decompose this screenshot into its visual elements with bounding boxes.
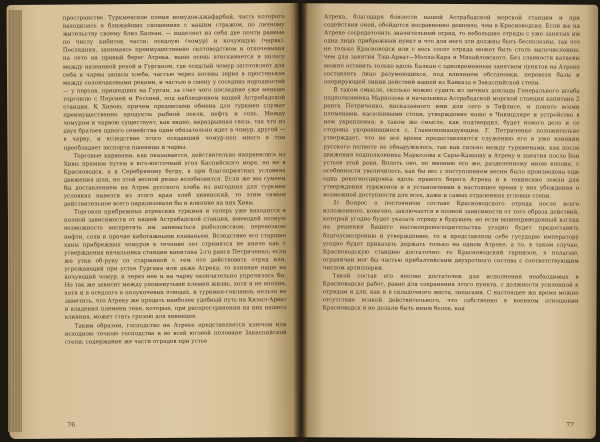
- page-number-right: 77: [566, 421, 574, 429]
- paragraph: Атрека, благодаря близости нашей Астрабадской морской станции и при содействии оной, обойдется несравненно дешевле, чем в Красноводске. Если же на Атреке сосредоточить значительный отряд, то небольшие отряды с уже занятых им одна лишь прибрежный пункт и что для него эти должны быть бесполезны, так что не только Красноводск или с весь сосет отряда может быть столь малочисленны, чем для занятия Тэш-Арват—Молла-Кара и Михайловского. Без славности катаевы можно оставить только вдоль Балкан с одновременным занятием пунктов на Атреке составлять лицо разумеющихся, под влиянием обстановки, перевезя базы и оперирующей линии действий нашей из Кавказа в Закаспийской степи.: [323, 14, 581, 87]
- left-page: [6, 3, 301, 439]
- page-number-left: 76: [67, 421, 76, 429]
- left-page-text: [63, 13, 287, 346]
- paragraph: Торговые караваны, как оказывается, действительно направились из Хивы прямым путем в юго-восточный угол Каспийского моря, но не в Красноводск, а к Серебряному бугру, в при благоприятных условиях движения шли, но этой весной резко возобновится. Если же мы сумеем бы доставлением на Атрек русского хлеба из выгодных для туркмен условиях вывезти из этого края хлеб хивинский, то этим самым действительное всего парализовали бы и влияние на них Хивы.: [63, 151, 286, 208]
- paragraph: Торговля прибрежных атрекских туркмен и теперь уже находится в полной зависимости от нашей Астрабадской станции, имеющей полную возможность воспретить им заниматься рыболовством, перевозкою нефти, соли и прочие каботажными плаваньем. Вследствие его старшие ханы прибрежных чомуров в течение лет стремятся не иначе как с утверждения начальника станции капитана 2-го ранга Петриченко; если же утка об-руку со старшиной с тем что действовать отряд или, угрожающий при устье Гургана или даже Атрека, то влияние наше на кочующий чомур, а через нее и на чарву окончательно упрочилось бы. Но так же зависит между упомянутыми племен жизнь, хотя и не вполне, хотя и в оседлого в полукочевых отводах, и туркмен-гокланов, нельзя не заметить, что Атреку же продать наиболее удобный путь на Кизыл-Арват и владения племени теке, которые, при распространении на них нашего влияния, может стать грозою для хивинцев.: [63, 208, 287, 322]
- right-page: [300, 3, 598, 439]
- paragraph: 3) Вопрос о постоянном составе Красноводского отряда после всего изложенного, конечно, заключается в полной зависимости от того образа действий, который угодно будет указать отряду в будущем; но если вышеприведенный взгляд на решения Вашего высокопревосходительства угодно будет предоставить благоусмотрению и утверждению, то и представляли себе гусударю императору угодно будет приказать держать только на одном Атреке, а то, в таком случае, Красноводскую станцию достаточно: то Красноводский гарнизон, я полагаю, ограничен мог бы частью прибалтийским двухротного состава с соответствующим числом артиллерии.: [322, 200, 580, 272]
- right-page-text: [323, 13, 581, 314]
- paragraph: пространстве. Туркменское племя номудов-джафарбай, часть которого находилась в ближайших сношениях с нашим стражом, по личному жительству своему близ Балхан, — выделяет из себя две почти равные по числу кибиток части; оседлую (чомур) и кочующую (чарва). Последняя, занимаясь преимущественно скотоводством и откочевывая на лето на правый берег Атрека, ныне осень втискивается в полосу между названной рекой и Гурганом, где оседлый чомур заготовляет для себя и чарвы запасы хлеба, частью через посевы зерна в простенькое между солончаковыми реками, и частью в смену у соседних народностей — у персов, пришедших на Гурган, за счет чего последние уже меньше торговлю с Персией и Россией, под наблюдением нашей Астрабадской станции. К Хивою; причем предметами обмена для туркмен служат преимущественно продукты рыбной ловли, нефть и соль. Между чомуром и чарвою существует, как видно, неразрывная связь, так что из двух братьев одного семейства один обязательно идет в чомур, другой — в чарву, и вследствие этого оседавший чомур-поп много в том преобладает экспорта пшеницы и чарвы.: [62, 14, 286, 152]
- page-edges: [8, 10, 22, 432]
- book-gutter: [294, 0, 308, 442]
- paragraph: В таком смысле, сколько можно судить из личных доклада Генерального штаба подполковника Маркозова и начальника Астрабадской морской станции капитана 2 ранга Петриченко, высказанного ими для сего в Тифлисе, и понято всеми племенами, населенными степи, утверждение наше в Чикишляре и устройство в нем укрепления; в таком же смысле, как подтвердил, будет нового дело и со стороны укоренившиеся с. Главнокомандующим. Г. Петриченко положительно утверждает, что не все время предоставляются служению его в уже влиянии русского полноте не обнаружилось, так как сильно между туркменами, как после движения подполковника Маркозова к Сары-Камышу и Атреку и занятия после Бон устьев этой реки. Вплоть оно, по мнению его же, разделенному мною вполне, с особенности увеличилось, как бы вес с поступлением весны было произведена еще одна рекогносцировка вдоль правого берега Атрека и в текинские земли для утверждения туркменов и в установлении в настоящее время у них убеждения о возможной доступности для всех, даже и самых отдаленных угловых степи.: [323, 87, 580, 200]
- paragraph: Таким образом, господство на Атреке представляется ключом или исходною точкою господства и во всей юговой половине Закаспийской степи; содержание же части отрядов при устье: [64, 321, 287, 346]
- paragraph: Такой состав его вполне достаточен для исполнения необходимых в Красноводске работ, равно для сохранения этого пункта, с должности усиленной к отрядам и для, как и в складочного места, запасами. С настоящее же время можно отсутствие всякой действительного, что собственно в военном отношении Красноводск и не делали быть иным более, как: [322, 273, 579, 313]
